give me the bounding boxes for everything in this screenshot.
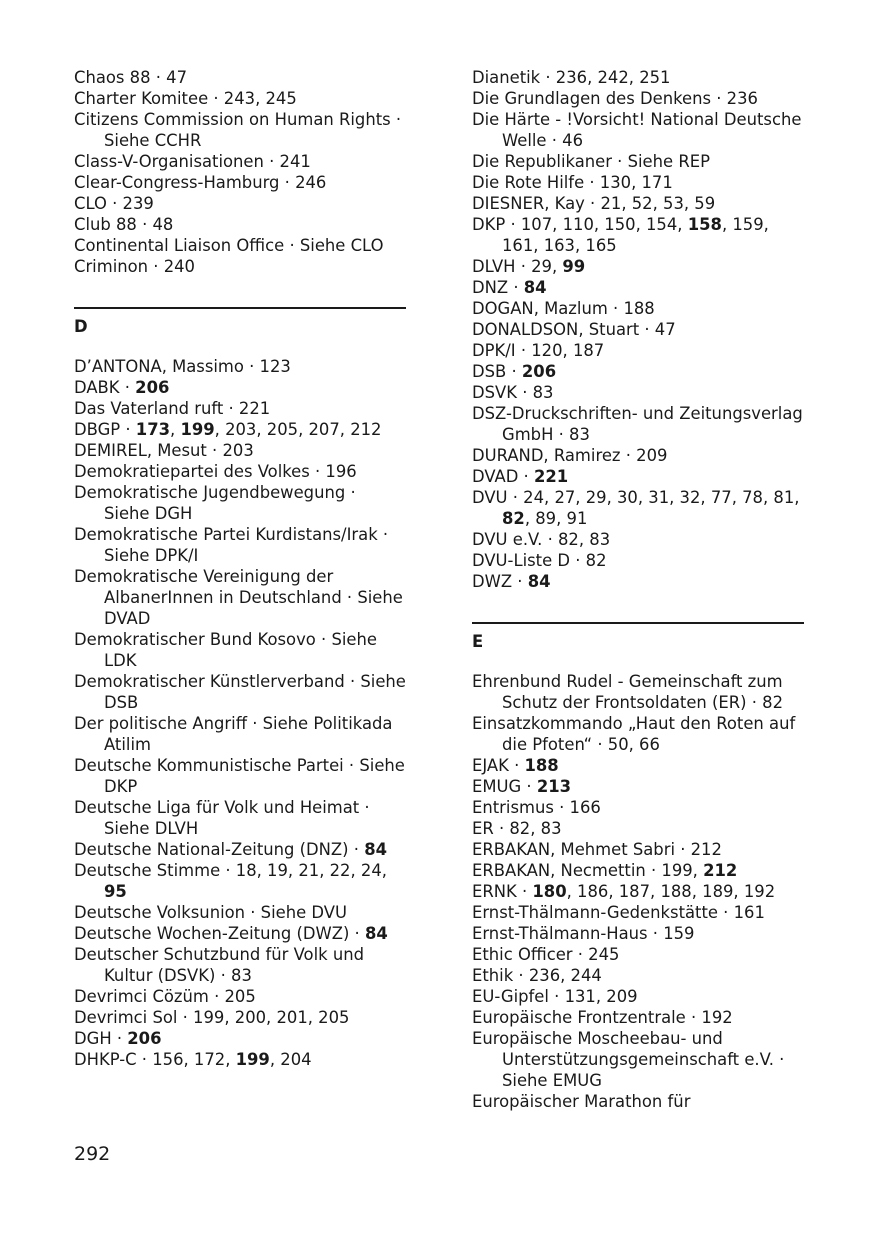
index-entry-text: , 89, 91 xyxy=(524,509,588,528)
index-entry-text: Deutsche Liga für Volk und Heimat · Siehe DLVH xyxy=(74,798,370,838)
index-entry xyxy=(74,923,406,944)
index-entry-text: EMUG · xyxy=(472,777,537,796)
index-entry xyxy=(472,529,804,550)
index-entry-text: DSZ-Druckschriften- und Zeitungsverlag GmbH · 83 xyxy=(472,404,803,444)
index-entry-text: EU-Gipfel · 131, 209 xyxy=(472,987,638,1006)
index-entry xyxy=(472,151,804,172)
index-entry-text: Demokratische Jugendbewegung · Siehe DGH xyxy=(74,483,356,523)
right-entries-after xyxy=(472,671,804,1112)
index-entry-text: DVAD · xyxy=(472,467,534,486)
index-entry xyxy=(472,1007,804,1028)
index-entry xyxy=(74,986,406,1007)
index-entry-main-page: 206 xyxy=(127,1029,162,1048)
index-entry-main-page: 84 xyxy=(364,924,388,943)
index-entry-text: Charter Komitee · 243, 245 xyxy=(74,89,297,108)
index-entry-text: Demokratischer Bund Kosovo · Siehe LDK xyxy=(74,630,377,670)
index-entry-text: DWZ · xyxy=(472,572,528,591)
index-entry xyxy=(74,1049,406,1070)
section-rule-d xyxy=(74,307,406,309)
index-entry-text: , 186, 187, 188, 189, 192 xyxy=(566,882,776,901)
index-entry xyxy=(472,944,804,965)
index-entry xyxy=(472,755,804,776)
index-entry xyxy=(74,398,406,419)
index-entry-main-page: 95 xyxy=(104,882,127,901)
index-entry xyxy=(472,340,804,361)
index-entry-text: DSVK · 83 xyxy=(472,383,554,402)
index-entry xyxy=(74,755,406,797)
index-entry-text: Ernst-Thälmann-Gedenkstätte · 161 xyxy=(472,903,765,922)
index-entry xyxy=(472,881,804,902)
index-entry-text: Clear-Congress-Hamburg · 246 xyxy=(74,173,327,192)
index-entry xyxy=(472,445,804,466)
index-entry xyxy=(74,1007,406,1028)
left-entries-before xyxy=(74,67,406,277)
index-entry xyxy=(74,440,406,461)
index-entry xyxy=(472,88,804,109)
index-entry xyxy=(74,235,406,256)
index-entry xyxy=(472,571,804,592)
index-entry-text: DABK · xyxy=(74,378,136,397)
index-entry-text: ERBAKAN, Mehmet Sabri · 212 xyxy=(472,840,722,859)
index-entry xyxy=(74,629,406,671)
index-entry-text: ER · 82, 83 xyxy=(472,819,562,838)
index-entry-text: Citizens Commission on Human Rights · Siehe CCHR xyxy=(74,110,402,150)
index-entry-main-page: 173 xyxy=(135,420,171,439)
section-heading-d: D xyxy=(74,317,88,336)
index-entry-text: CLO · 239 xyxy=(74,194,154,213)
index-entry-text: Das Vaterland ruft · 221 xyxy=(74,399,271,418)
index-entry xyxy=(472,172,804,193)
index-entry-text: Class-V-Organisationen · 241 xyxy=(74,152,311,171)
index-entry-text: DURAND, Ramirez · 209 xyxy=(472,446,668,465)
index-entry-text: DOGAN, Mazlum · 188 xyxy=(472,299,655,318)
index-entry-text: Die Republikaner · Siehe REP xyxy=(472,152,710,171)
index-entry xyxy=(472,361,804,382)
index-entry-main-page: 84 xyxy=(364,840,387,859)
index-entry xyxy=(472,776,804,797)
index-entry xyxy=(74,713,406,755)
index-entry-text: , 204 xyxy=(269,1050,312,1069)
index-entry xyxy=(74,172,406,193)
index-entry xyxy=(74,67,406,88)
index-entry xyxy=(472,466,804,487)
index-entry-main-page: 212 xyxy=(703,861,738,880)
index-entry xyxy=(472,277,804,298)
index-entry-text: ERNK · xyxy=(472,882,533,901)
index-entry xyxy=(74,944,406,986)
index-entry-text: Europäische Frontzentrale · 192 xyxy=(472,1008,733,1027)
left-entries-after xyxy=(74,356,406,1070)
index-entry xyxy=(472,1028,804,1091)
index-entry xyxy=(74,1028,406,1049)
index-entry-main-page: 221 xyxy=(533,467,569,486)
index-entry-text: Der politische Angriff · Siehe Politikada Atilim xyxy=(74,714,393,754)
index-entry-text: DKP · 107, 110, 150, 154, xyxy=(472,215,688,234)
index-entry xyxy=(472,109,804,151)
index-entry xyxy=(74,524,406,566)
index-entry-text: ERBAKAN, Necmettin · 199, xyxy=(472,861,704,880)
index-entry xyxy=(472,671,804,713)
right-entries-before xyxy=(472,67,804,592)
index-entry xyxy=(74,461,406,482)
index-entry-text: DVU-Liste D · 82 xyxy=(472,551,607,570)
index-entry-text: , 203, 205, 207, 212 xyxy=(214,420,382,439)
index-entry xyxy=(472,860,804,881)
index-entry xyxy=(74,356,406,377)
index-entry-text: Chaos 88 · 47 xyxy=(74,68,187,87)
index-entry xyxy=(74,214,406,235)
index-entry xyxy=(472,839,804,860)
index-entry-text: Continental Liaison Office · Siehe CLO xyxy=(74,236,384,255)
index-entry-text: EJAK · xyxy=(472,756,525,775)
index-entry xyxy=(74,566,406,629)
index-entry-main-page: 199 xyxy=(180,420,215,439)
index-entry-text: DEMIREL, Mesut · 203 xyxy=(74,441,254,460)
index-entry xyxy=(472,256,804,277)
index-entry-text: Ethik · 236, 244 xyxy=(472,966,602,985)
index-entry-text: Die Rote Hilfe · 130, 171 xyxy=(472,173,673,192)
index-entry-text: Europäischer Marathon für xyxy=(472,1092,691,1111)
index-entry-text: , 159, 161, 163, 165 xyxy=(502,215,769,255)
index-entry-text: Devrimci Cözüm · 205 xyxy=(74,987,256,1006)
index-entry-text: Die Härte - !Vorsicht! National Deutsche Welle · 46 xyxy=(472,110,802,150)
index-entry xyxy=(74,109,406,151)
index-entry xyxy=(472,193,804,214)
index-entry xyxy=(74,88,406,109)
index-entry xyxy=(472,713,804,755)
index-entry xyxy=(472,818,804,839)
index-entry-main-page: 84 xyxy=(523,278,547,297)
index-entry xyxy=(74,256,406,277)
index-entry-text: Deutsche Wochen-Zeitung (DWZ) · xyxy=(74,924,365,943)
index-entry xyxy=(472,487,804,529)
index-entry xyxy=(74,377,406,398)
index-entry-main-page: 213 xyxy=(536,777,572,796)
index-entry-text: DVU · 24, 27, 29, 30, 31, 32, 77, 78, 81, xyxy=(472,488,800,507)
index-entry xyxy=(74,419,406,440)
index-entry-main-page: 82 xyxy=(502,509,525,528)
index-entry-text: Demokratische Vereinigung der AlbanerInnen in Deutschland · Siehe DVAD xyxy=(74,567,403,628)
index-entry-text: DHKP-C · 156, 172, xyxy=(74,1050,236,1069)
index-entry-text: Europäische Moscheebau- und Unterstützungsgemeinschaft e.V. · Siehe EMUG xyxy=(472,1029,785,1090)
section-heading-e: E xyxy=(472,632,484,651)
index-entry xyxy=(472,382,804,403)
index-entry xyxy=(472,923,804,944)
index-entry-text: Deutsche National-Zeitung (DNZ) · xyxy=(74,840,365,859)
index-entry-text: Die Grundlagen des Denkens · 236 xyxy=(472,89,758,108)
index-entry-main-page: 84 xyxy=(527,572,551,591)
index-entry-text: Devrimci Sol · 199, 200, 201, 205 xyxy=(74,1008,350,1027)
index-entry-text: Ehrenbund Rudel - Gemeinschaft zum Schutz der Frontsoldaten (ER) · 82 xyxy=(472,672,784,712)
index-entry xyxy=(74,151,406,172)
section-rule-e xyxy=(472,622,804,624)
index-entry-text: Criminon · 240 xyxy=(74,257,195,276)
index-entry xyxy=(74,193,406,214)
index-entry xyxy=(472,797,804,818)
left-column xyxy=(74,67,406,1070)
index-entry xyxy=(472,319,804,340)
index-entry-text: Demokratiepartei des Volkes · 196 xyxy=(74,462,357,481)
index-entry xyxy=(74,860,406,902)
index-entry xyxy=(74,671,406,713)
index-entry-text: Entrismus · 166 xyxy=(472,798,601,817)
index-entry-text: Deutsche Stimme · 18, 19, 21, 22, 24, xyxy=(74,861,387,880)
index-entry-text: Club 88 · 48 xyxy=(74,215,174,234)
index-entry-text: DPK/I · 120, 187 xyxy=(472,341,605,360)
index-entry-text: DSB · xyxy=(472,362,522,381)
index-entry xyxy=(472,965,804,986)
index-entry-text: , xyxy=(170,420,181,439)
index-entry-text: Deutscher Schutzbund für Volk und Kultur (DSVK) · 83 xyxy=(74,945,365,985)
index-entry-text: Ethic Officer · 245 xyxy=(472,945,620,964)
index-entry-text: DBGP · xyxy=(74,420,136,439)
index-entry-text: Einsatzkommando „Haut den Roten auf die Pfoten“ · 50, 66 xyxy=(472,714,796,754)
index-entry-text: D’ANTONA, Massimo · 123 xyxy=(74,357,291,376)
index-entry-text: Demokratischer Künstlerverband · Siehe DSB xyxy=(74,672,406,712)
index-entry-main-page: 206 xyxy=(521,362,557,381)
index-entry-text: Dianetik · 236, 242, 251 xyxy=(472,68,671,87)
index-entry xyxy=(74,902,406,923)
index-entry-text: DONALDSON, Stuart · 47 xyxy=(472,320,676,339)
index-entry-main-page: 206 xyxy=(135,378,170,397)
index-entry xyxy=(472,298,804,319)
page-number: 292 xyxy=(74,1143,111,1165)
index-entry xyxy=(74,482,406,524)
index-entry-main-page: 199 xyxy=(235,1050,270,1069)
index-entry-text: DIESNER, Kay · 21, 52, 53, 59 xyxy=(472,194,716,213)
index-entry-text: DGH · xyxy=(74,1029,128,1048)
index-entry xyxy=(472,550,804,571)
index-entry xyxy=(472,67,804,88)
index-entry xyxy=(74,797,406,839)
index-entry-text: Deutsche Volksunion · Siehe DVU xyxy=(74,903,347,922)
right-column xyxy=(472,67,804,1112)
index-entry-text: Deutsche Kommunistische Partei · Siehe DKP xyxy=(74,756,405,796)
index-entry-text: Demokratische Partei Kurdistans/Irak · Siehe DPK/I xyxy=(74,525,389,565)
index-entry xyxy=(472,214,804,256)
index-entry xyxy=(472,403,804,445)
index-entry-main-page: 188 xyxy=(524,756,559,775)
index-entry-text: Ernst-Thälmann-Haus · 159 xyxy=(472,924,695,943)
index-entry xyxy=(472,986,804,1007)
index-entry xyxy=(472,902,804,923)
index-entry-main-page: 158 xyxy=(687,215,722,234)
index-entry xyxy=(74,839,406,860)
index-entry xyxy=(472,1091,804,1112)
index-entry-text: DLVH · 29, xyxy=(472,257,563,276)
index-entry-text: DNZ · xyxy=(472,278,524,297)
index-entry-main-page: 180 xyxy=(532,882,567,901)
index-entry-main-page: 99 xyxy=(562,257,586,276)
index-entry-text: DVU e.V. · 82, 83 xyxy=(472,530,611,549)
